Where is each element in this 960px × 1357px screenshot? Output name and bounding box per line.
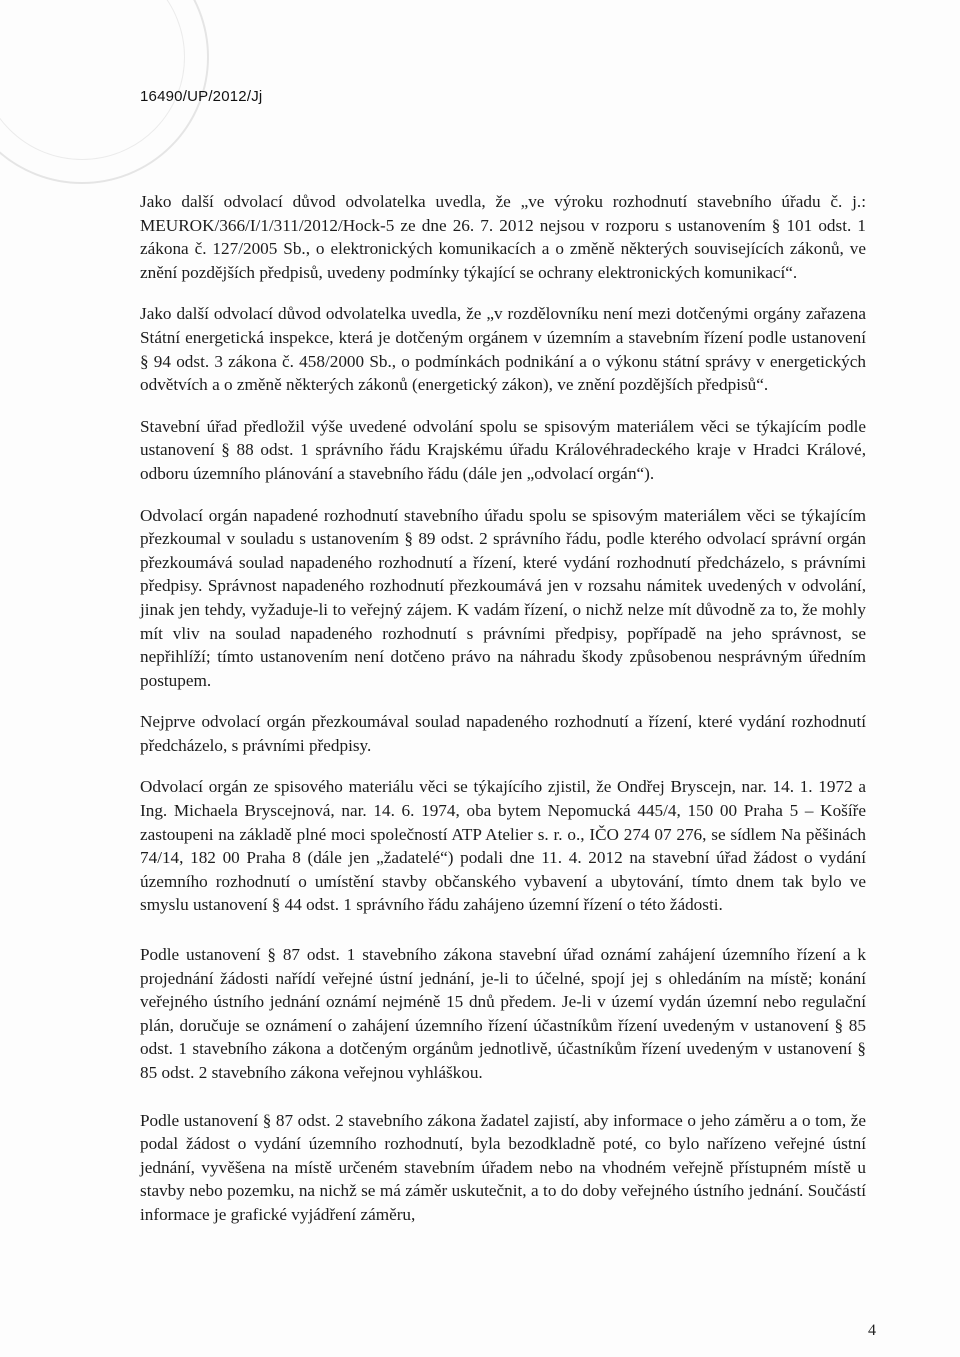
- paragraph: Stavební úřad předložil výše uvedené odvolání spolu se spisovým materiálem věci se týkajícím podle ustanovení § 88 odst. 1 správního řádu Krajskému úřadu Královéhradeckého kraje v Hradci Králové, odboru územního plánování a stavebního řádu (dále jen „odvolací orgán“).: [140, 416, 866, 483]
- paragraph: Nejprve odvolací orgán přezkoumával soulad napadeného rozhodnutí a řízení, které vydání rozhodnutí předcházelo, s právními předpisy.: [140, 712, 866, 755]
- page-number: 4: [868, 1322, 876, 1339]
- paragraph: Odvolací orgán napadené rozhodnutí stavebního úřadu spolu se spisovým materiálem věci se týkajícím přezkoumal v souladu s ustanovením § 89 odst. 2 správního řádu, podle kterého odvolací správní orgán přezkoumává soulad napadeného rozhodnutí a řízení, které vydání rozhodnutí předcházelo, s právními předpisy. Správnost napadeného rozhodnutí přezkoumává jen v rozsahu námitek uvedených v odvolání, jinak jen tehdy, vyžaduje-li to veřejný zájem. K vadám řízení, o nichž nelze mít důvodně za to, že mohly mít vliv na soulad napadeného rozhodnutí s právními předpisy, popřípadě na jeho správnost, se nepřihlíží; tímto ustanovením není dotčeno právo na náhradu škody způsobenou nesprávným úředním postupem.: [140, 505, 866, 690]
- paragraph: Podle ustanovení § 87 odst. 2 stavebního zákona žadatel zajistí, aby informace o jeho záměru a o tom, že podal žádost o vydání územního rozhodnutí, byla bezodkladně poté, co bylo nařízeno veřejné ústní jednání, vyvěšena na místě určeném stavebním úřadem nebo na vhodném veřejně přístupném místě u stavby nebo pozemku, na nichž se má záměr uskutečnit, a to do doby veřejného ústního jednání. Součástí informace je grafické vyjádření záměru,: [140, 1110, 866, 1224]
- document-body: [140, 190, 866, 1245]
- paragraph: Odvolací orgán ze spisového materiálu věci se týkajícího zjistil, že Ondřej Bryscejn, nar. 14. 1. 1972 a Ing. Michaela Bryscejnová, nar. 14. 6. 1974, oba bytem Nepomucká 445/4, 150 00 Praha 5 – Košíře zastoupeni na základě plné moci společností ATP Atelier s. r. o., IČO 274 07 276, se sídlem Na pěšinách 74/14, 182 00 Praha 8 (dále jen „žadatelé“) podali dne 11. 4. 2012 na stavební úřad žádost o vydání územního rozhodnutí o umístění stavby občanského vybavení a ubytování, tímto dnem tak bylo ve smyslu ustanovení § 44 odst. 1 správního řádu zahájeno územní řízení o této žádosti.: [140, 777, 866, 915]
- paragraph: Jako další odvolací důvod odvolatelka uvedla, že „v rozdělovníku není mezi dotčenými orgány zařazena Státní energetická inspekce, která je dotčeným orgánem v územním a stavebním řízení podle ustanovení § 94 odst. 3 zákona č. 458/2000 Sb., o podmínkách podnikání a o výkonu státní správy v energetických odvětvích a o změně některých zákonů (energetický zákon), ve znění pozdějších předpisů“.: [140, 304, 866, 395]
- paragraph: Jako další odvolací důvod odvolatelka uvedla, že „ve výroku rozhodnutí stavebního úřadu č. j.: MEUROK/366/I/1/311/2012/Hock-5 ze dne 26. 7. 2012 nejsou v rozporu s ustanovením § 101 odst. 1 zákona č. 127/2005 Sb., o elektronických komunikacích a o změně některých souvisejících zákonů, ve znění pozdějších předpisů, uvedeny podmínky týkající se ochrany elektronických komunikací“.: [140, 192, 866, 282]
- paragraph: Podle ustanovení § 87 odst. 1 stavebního zákona stavební úřad oznámí zahájení územního řízení a k projednání žádosti nařídí veřejné ústní jednání, je-li to účelné, spojí jej s ohledáním na místě; konání veřejného ústního jednání oznámí nejméně 15 dnů předem. Je-li v území vydán územní nebo regulační plán, doručuje se oznámení o zahájení územního řízení účastníkům řízení uvedeným v ustanovení § 85 odst. 1 stavebního zákona a dotčeným orgánům jednotlivě, účastníkům řízení uvedeným v ustanovení § 85 odst. 2 stavebního zákona veřejnou vyhláškou.: [140, 945, 866, 1082]
- document-reference: 16490/UP/2012/Jj: [140, 88, 263, 105]
